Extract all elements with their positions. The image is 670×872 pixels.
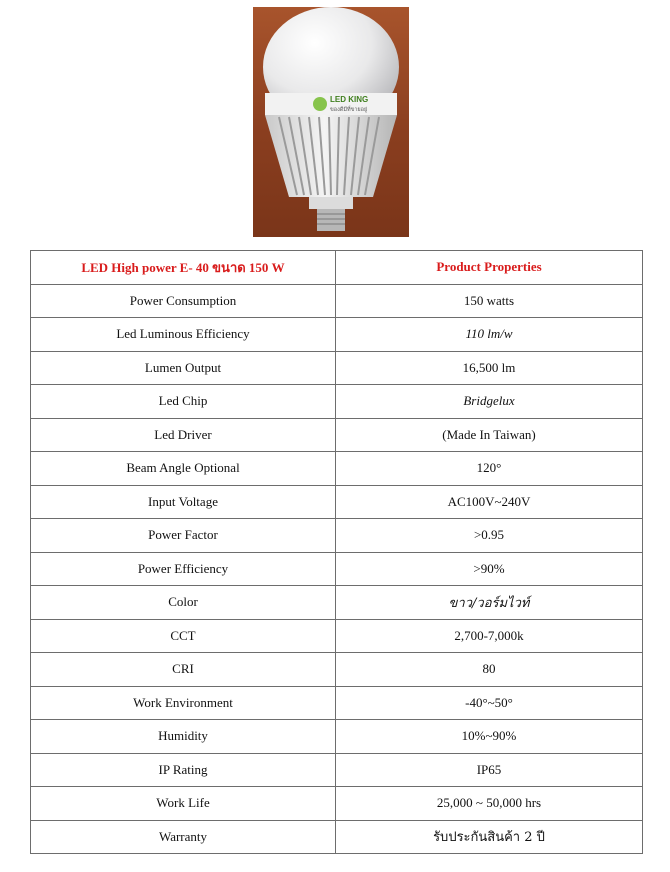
- spec-value: Bridgelux: [336, 385, 643, 419]
- spec-value: -40°~50°: [336, 686, 643, 720]
- spec-value: >0.95: [336, 519, 643, 553]
- spec-row: [31, 519, 643, 553]
- watermark-sub: ของดีมีที่ขายอยู่: [330, 107, 368, 113]
- spec-row: [31, 385, 643, 419]
- spec-row: [31, 720, 643, 754]
- header-properties: Product Properties: [336, 251, 643, 285]
- spec-label: Power Efficiency: [31, 552, 336, 586]
- spec-label: Input Voltage: [31, 485, 336, 519]
- spec-label: Humidity: [31, 720, 336, 754]
- spec-label: Lumen Output: [31, 351, 336, 385]
- spec-value: ขาว/วอร์มไวท์: [336, 586, 643, 620]
- spec-label: Led Chip: [31, 385, 336, 419]
- spec-header-row: [31, 251, 643, 285]
- spec-value: 110 lm/w: [336, 318, 643, 352]
- spec-label: Color: [31, 586, 336, 620]
- bulb-neck: [309, 197, 353, 209]
- spec-row: [31, 787, 643, 821]
- led-bulb-photo: [253, 7, 409, 237]
- spec-label: Led Driver: [31, 418, 336, 452]
- spec-value: AC100V~240V: [336, 485, 643, 519]
- spec-row: [31, 619, 643, 653]
- spec-label: Power Consumption: [31, 284, 336, 318]
- spec-label: CRI: [31, 653, 336, 687]
- spec-row: [31, 284, 643, 318]
- header-product-title: LED High power E- 40 ขนาด 150 W: [31, 251, 336, 285]
- spec-value: (Made In Taiwan): [336, 418, 643, 452]
- spec-table: [30, 250, 643, 854]
- spec-value: รับประกันสินค้า 2 ปี: [336, 820, 643, 854]
- spec-value: 16,500 lm: [336, 351, 643, 385]
- spec-row: [31, 452, 643, 486]
- spec-row: [31, 318, 643, 352]
- spec-row: [31, 586, 643, 620]
- spec-value: 25,000 ~ 50,000 hrs: [336, 787, 643, 821]
- spec-value: 120°: [336, 452, 643, 486]
- bulb-base: [317, 209, 345, 231]
- spec-label: Work Life: [31, 787, 336, 821]
- spec-value: 2,700-7,000k: [336, 619, 643, 653]
- spec-body: [31, 284, 643, 854]
- spec-value: 80: [336, 653, 643, 687]
- spec-value: 10%~90%: [336, 720, 643, 754]
- spec-row: [31, 552, 643, 586]
- product-photo: [253, 7, 409, 237]
- spec-row: [31, 753, 643, 787]
- spec-row: [31, 686, 643, 720]
- spec-value: 150 watts: [336, 284, 643, 318]
- spec-row: [31, 485, 643, 519]
- spec-value: >90%: [336, 552, 643, 586]
- spec-row: [31, 418, 643, 452]
- spec-row: [31, 351, 643, 385]
- watermark-brand: LED KING: [330, 95, 369, 104]
- spec-label: Work Environment: [31, 686, 336, 720]
- spec-row: [31, 653, 643, 687]
- spec-label: CCT: [31, 619, 336, 653]
- spec-label: Power Factor: [31, 519, 336, 553]
- spec-label: Led Luminous Efficiency: [31, 318, 336, 352]
- spec-label: Warranty: [31, 820, 336, 854]
- spec-label: Beam Angle Optional: [31, 452, 336, 486]
- spec-label: IP Rating: [31, 753, 336, 787]
- brand-logo-icon: [313, 97, 327, 111]
- spec-row: [31, 820, 643, 854]
- spec-value: IP65: [336, 753, 643, 787]
